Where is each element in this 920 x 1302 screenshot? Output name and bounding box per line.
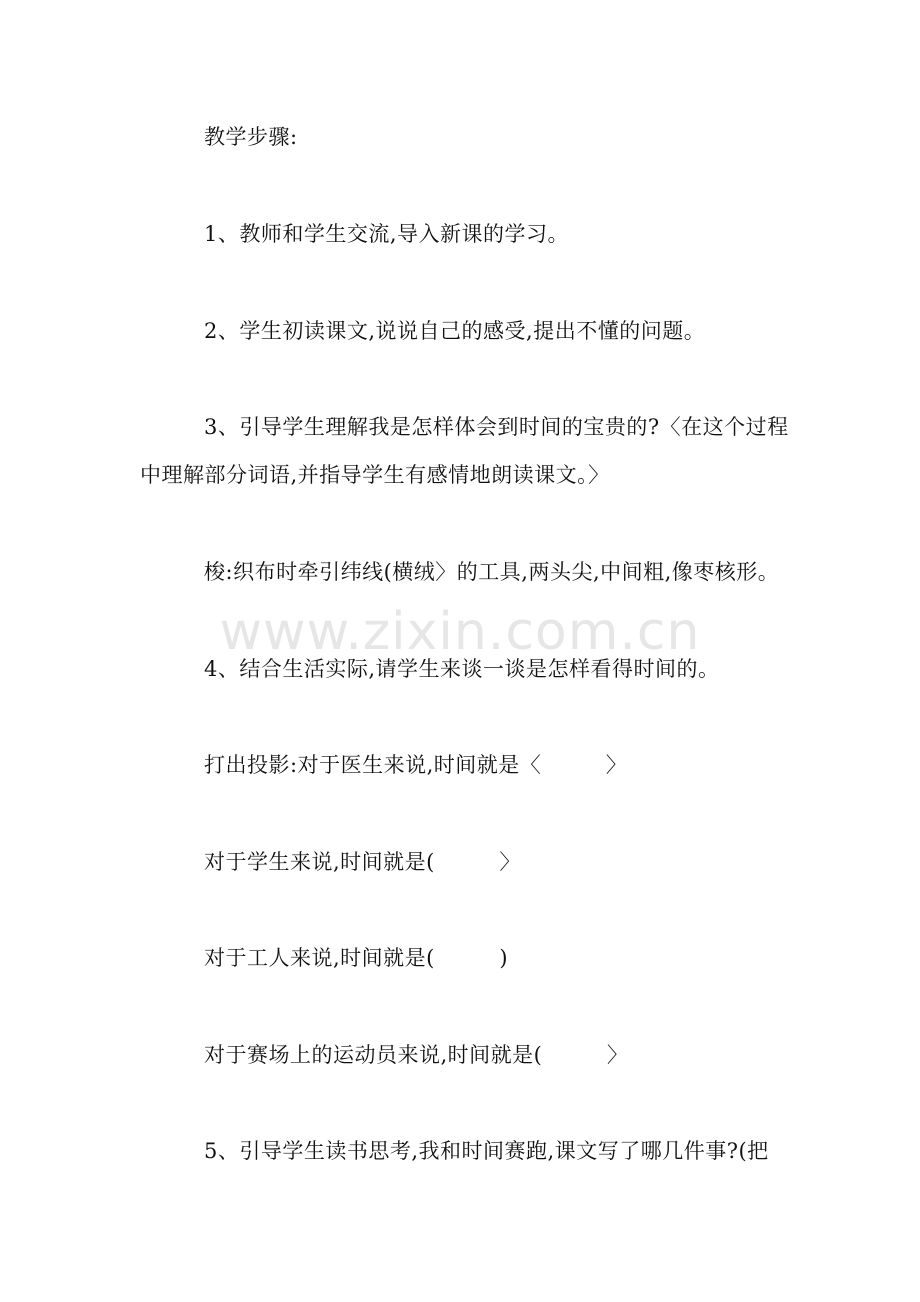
step-2-text: 2、学生初读课文,说说自己的感受,提出不懂的问题。	[204, 319, 706, 343]
step-3-text-line2: 中理解部分词语,并指导学生有感情地朗读课文。〉	[140, 463, 610, 487]
projection-doctor: 打出投影:对于医生来说,时间就是〈 〉	[204, 753, 628, 777]
projection-athlete: 对于赛场上的运动员来说,时间就是( 〉	[204, 1043, 629, 1067]
step-3-text-line1: 3、引导学生理解我是怎样体会到时间的宝贵的?〈在这个过程	[204, 415, 789, 439]
definition-text: 梭:织布时牵引纬线(横绒〉的工具,两头尖,中间粗,像枣核形。	[204, 560, 780, 584]
step-5-text: 5、引导学生读书思考,我和时间赛跑,课文写了哪几件事?(把	[204, 1139, 769, 1163]
projection-student: 对于学生来说,时间就是( 〉	[204, 850, 521, 874]
heading-teaching-steps: 教学步骤:	[204, 125, 298, 149]
watermark-text: www.zixin.com.cn	[219, 602, 701, 662]
projection-worker: 对于工人来说,时间就是( )	[204, 946, 509, 970]
step-1-text: 1、教师和学生交流,导入新课的学习。	[204, 222, 570, 246]
step-4-text: 4、结合生活实际,请学生来谈一谈是怎样看得时间的。	[204, 657, 720, 681]
